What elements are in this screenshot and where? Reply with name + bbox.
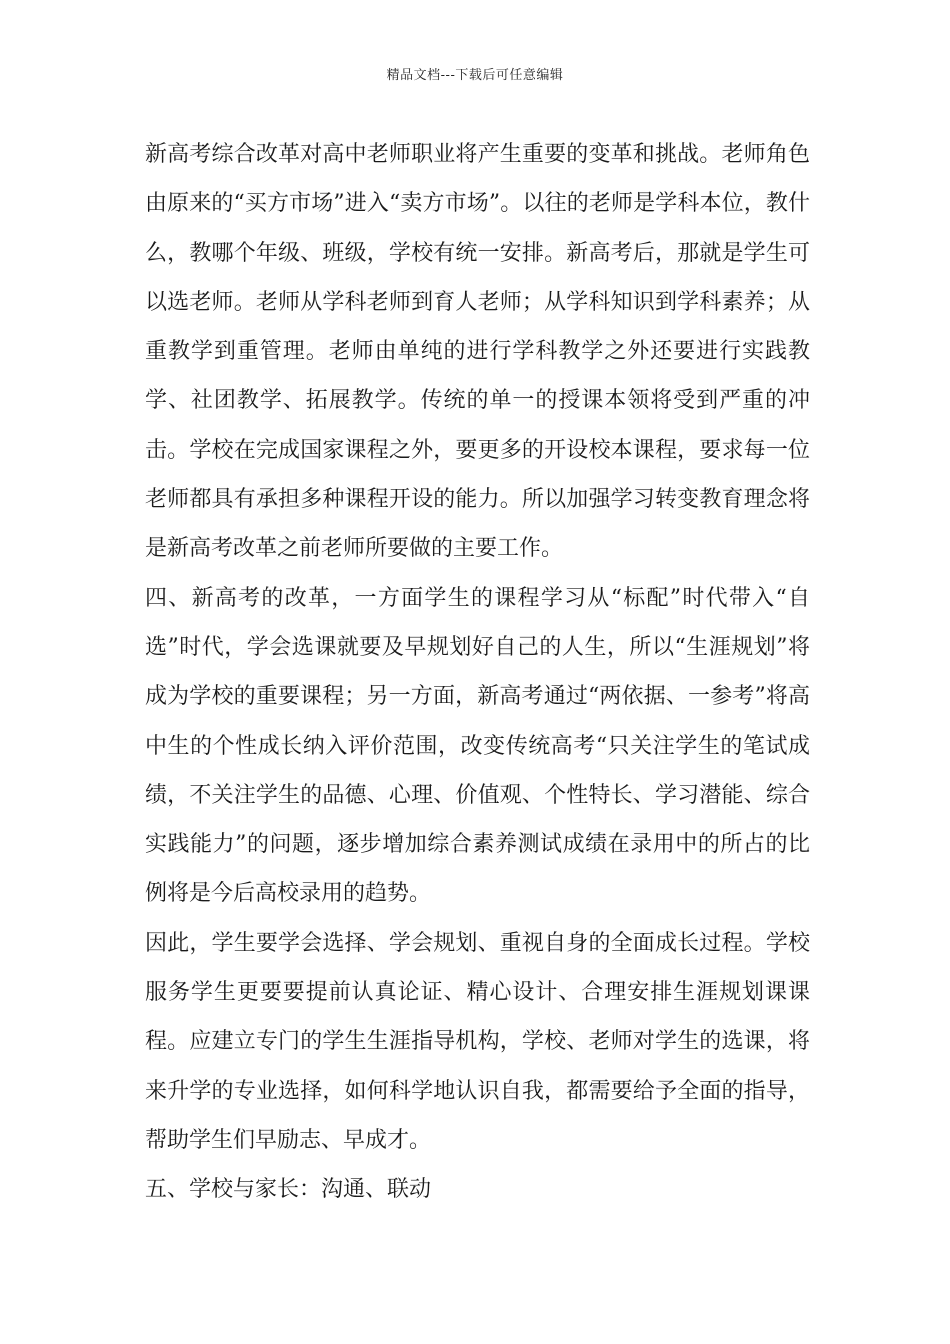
document-body	[145, 130, 810, 1215]
paragraph-section-four: 四、新高考的改革，一方面学生的课程学习从“标配”时代带入“自选”时代，学会选课就要及早规划好自己的人生，所以“生涯规划”将成为学校的重要课程；另一方面，新高考通过“两依据、一参考”将高中生的个性成长纳入评价范围，改变传统高考“只关注学生的笔试成绩，不关注学生的品德、心理、价值观、个性特长、学习潜能、综合实践能力”的问题，逐步增加综合素养测试成绩在录用中的所占的比例将是今后高校录用的趋势。	[145, 585, 810, 907]
page-header: 精品文档---下载后可任意编辑	[386, 68, 564, 83]
paragraph-therefore: 因此，学生要学会选择、学会规划、重视自身的全面成长过程。学校服务学生更要要提前认真论证、精心设计、合理安排生涯规划课课程。应建立专门的学生生涯指导机构，学校、老师对学生的选课，将来升学的专业选择，如何科学地认识自我，都需要给予全面的指导，帮助学生们早励志、早成才。	[145, 930, 810, 1153]
paragraph-teacher-role: 新高考综合改革对高中老师职业将产生重要的变革和挑战。老师角色由原来的“买方市场”进入“卖方市场”。以往的老师是学科本位，教什么，教哪个年级、班级，学校有统一安排。新高考后，那就是学生可以选老师。老师从学科老师到育人老师；从学科知识到学科素养；从重教学到重管理。老师由单纯的进行学科教学之外还要进行实践教学、社团教学、拓展教学。传统的单一的授课本领将受到严重的冲击。学校在完成国家课程之外，要更多的开设校本课程，要求每一位老师都具有承担多种课程开设的能力。所以加强学习转变教育理念将是新高考改革之前老师所要做的主要工作。	[145, 142, 810, 562]
section-heading-five: 五、学校与家长：沟通、联动	[145, 1177, 432, 1203]
